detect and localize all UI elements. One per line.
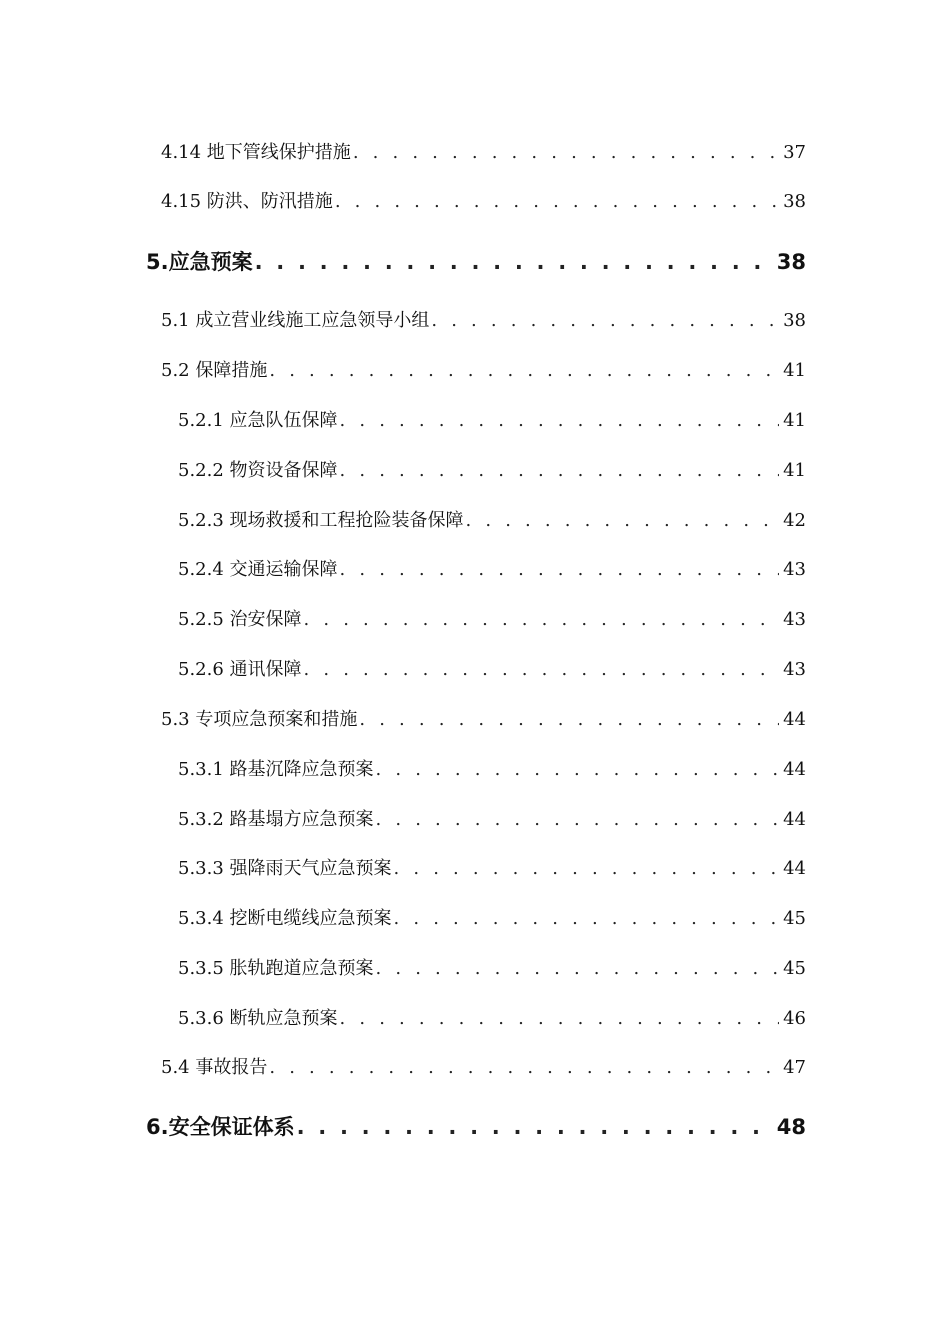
toc-entry-page: 43 — [783, 609, 806, 630]
toc-entry-label: 5.2.5 治安保障 — [178, 609, 302, 630]
toc-entry-page: 41 — [783, 460, 806, 481]
toc-entry-6[interactable] — [146, 1111, 806, 1141]
toc-entry-5-4[interactable] — [161, 1053, 806, 1083]
toc-entry-label: 4.14 地下管线保护措施 — [161, 142, 351, 163]
toc-entry-5-3-6[interactable] — [178, 1004, 806, 1034]
dot-leader — [376, 958, 780, 979]
toc-entry-page: 47 — [783, 1057, 806, 1078]
dot-leader — [340, 410, 780, 431]
toc-entry-5-3-1[interactable] — [178, 755, 806, 785]
toc-entry-page: 38 — [783, 310, 806, 331]
toc-entry-label: 5.应急预案 — [146, 250, 253, 274]
dot-leader — [466, 510, 780, 531]
dot-leader — [359, 709, 779, 730]
dot-leader — [340, 460, 780, 481]
dot-leader — [394, 858, 780, 879]
toc-entry-5-3-3[interactable] — [178, 854, 806, 884]
toc-entry-label: 5.2.6 通讯保障 — [178, 659, 302, 680]
toc-entry-5-2-3[interactable] — [178, 506, 806, 536]
toc-entry-5-2-6[interactable] — [178, 655, 806, 685]
toc-entry-label: 5.3.1 路基沉降应急预案 — [178, 759, 374, 780]
toc-entry-5-2-1[interactable] — [178, 406, 806, 436]
toc-entry-label: 5.2.3 现场救援和工程抢险装备保障 — [178, 510, 464, 531]
toc-entry-label: 5.2.1 应急队伍保障 — [178, 410, 338, 431]
toc-entry-label: 5.2.4 交通运输保障 — [178, 559, 338, 580]
dot-leader — [431, 310, 779, 331]
toc-entry-page: 45 — [783, 908, 806, 929]
toc-entry-label: 5.3.2 路基塌方应急预案 — [178, 809, 374, 830]
dot-leader — [269, 360, 779, 381]
toc-entry-4-15[interactable] — [161, 187, 806, 217]
dot-leader — [353, 142, 779, 163]
toc-entry-label: 5.3.3 强降雨天气应急预案 — [178, 858, 392, 879]
toc-entry-label: 5.4 事故报告 — [161, 1057, 268, 1078]
toc-entry-label: 6.安全保证体系 — [146, 1115, 295, 1139]
toc-entry-5-1[interactable] — [161, 306, 806, 336]
toc-entry-page: 44 — [783, 759, 806, 780]
toc-entry-page: 38 — [783, 191, 806, 212]
toc-entry-page: 41 — [783, 410, 806, 431]
dot-leader — [340, 559, 780, 580]
toc-entry-page: 44 — [783, 709, 806, 730]
toc-entry-page: 37 — [783, 142, 806, 163]
toc-entry-5-3-4[interactable] — [178, 904, 806, 934]
toc-entry-label: 5.2.2 物资设备保障 — [178, 460, 338, 481]
dot-leader — [269, 1057, 779, 1078]
toc-entry-5-3[interactable] — [161, 705, 806, 735]
toc-entry-5-2[interactable] — [161, 356, 806, 386]
toc-entry-5-2-2[interactable] — [178, 456, 806, 486]
toc-entry-page: 41 — [783, 360, 806, 381]
dot-leader — [376, 759, 780, 780]
dot-leader — [376, 809, 780, 830]
toc-entry-label: 5.3.5 胀轨跑道应急预案 — [178, 958, 374, 979]
toc-entry-5-3-2[interactable] — [178, 805, 806, 835]
toc-entry-label: 5.3 专项应急预案和措施 — [161, 709, 358, 730]
toc-entry-5-3-5[interactable] — [178, 954, 806, 984]
toc-entry-label: 5.3.4 挖断电缆线应急预案 — [178, 908, 392, 929]
toc-entry-4-14[interactable] — [161, 138, 806, 168]
toc-entry-page: 43 — [783, 559, 806, 580]
toc-entry-label: 5.3.6 断轨应急预案 — [178, 1008, 338, 1029]
toc-entry-page: 44 — [783, 858, 806, 879]
toc-entry-5-2-5[interactable] — [178, 605, 806, 635]
toc-entry-5[interactable] — [146, 246, 806, 276]
dot-leader — [304, 609, 780, 630]
toc-entry-page: 48 — [776, 1115, 806, 1139]
dot-leader — [394, 908, 780, 929]
toc-entry-page: 38 — [776, 250, 806, 274]
toc-entry-page: 45 — [783, 958, 806, 979]
dot-leader — [304, 659, 780, 680]
dot-leader — [340, 1008, 780, 1029]
toc-entry-page: 44 — [783, 809, 806, 830]
toc-entry-label: 5.1 成立营业线施工应急领导小组 — [161, 310, 430, 331]
toc-entry-page: 46 — [783, 1008, 806, 1029]
toc-entry-page: 42 — [783, 510, 806, 531]
toc-entry-page: 43 — [783, 659, 806, 680]
dot-leader — [297, 1115, 773, 1139]
toc-entry-label: 5.2 保障措施 — [161, 360, 268, 381]
dot-leader — [335, 191, 779, 212]
dot-leader — [255, 250, 773, 274]
toc-entry-5-2-4[interactable] — [178, 555, 806, 585]
toc-entry-label: 4.15 防洪、防汛措施 — [161, 191, 333, 212]
